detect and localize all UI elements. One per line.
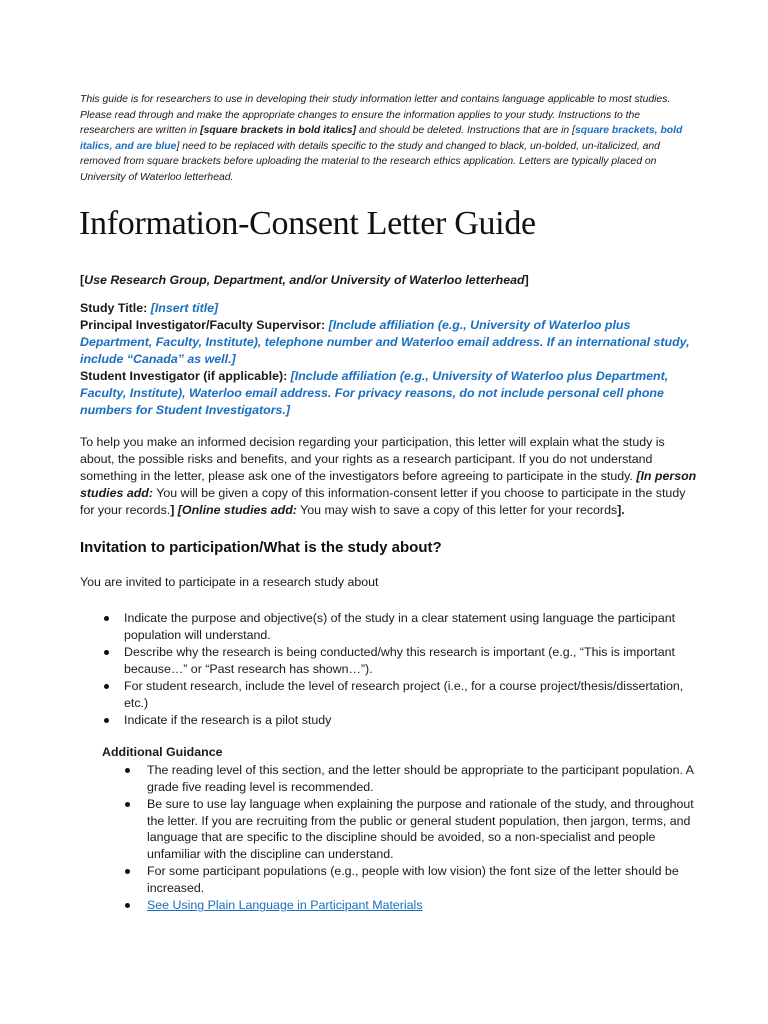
online-label: [Online studies add: (174, 503, 297, 517)
list-item: Indicate the purpose and objective(s) of the study in a clear statement using language the participant population will understand. (124, 610, 704, 643)
si-label: Student Investigator (if applicable) (80, 369, 284, 383)
si-value: [Include affiliation (e.g., University of Waterloo plus Department, Faculty, Institute), Waterloo email address. For privacy reasons, do not include personal cell phone numbers for Student Investigators.] (80, 369, 669, 417)
list-item: For some participant populations (e.g., people with low vision) the font size of the letter should be increased. (147, 863, 702, 896)
bullet-icon (104, 718, 109, 723)
intro-instructions (80, 92, 692, 185)
online-close: ]. (617, 503, 625, 517)
letterhead-text: Use Research Group, Department, and/or University of Waterloo letterhead (84, 273, 525, 287)
pi-line: Principal Investigator/Faculty Supervisor: [Include affiliation (e.g., University of Waterloo plus Department, Faculty, Institute), telephone number and Waterloo email address. If an international study, include “Canada” as well.] (80, 318, 690, 366)
letterhead-close-bracket: ] (524, 273, 529, 287)
list-item: Indicate if the research is a pilot study (124, 712, 704, 729)
bullet-icon (125, 903, 130, 908)
list-item: Describe why the research is being conducted/why this research is important (e.g., “This is important because…” or “Past research has shown…”). (124, 644, 704, 677)
list-item: For student research, include the level of research project (i.e., for a course project/thesis/dissertation, etc.) (124, 678, 704, 711)
invitation-text: You are invited to participate in a research study about (80, 575, 379, 589)
plain-language-link[interactable]: See Using Plain Language in Participant Materials (147, 898, 423, 912)
online-text: You may wish to save a copy of this letter for your records (296, 503, 618, 517)
section-heading: Invitation to participation/What is the study about? (80, 539, 442, 556)
additional-guidance-heading: Additional Guidance (102, 745, 223, 759)
guidance-bullet-list (147, 762, 702, 915)
study-details (80, 300, 700, 419)
pi-label: Principal Investigator/Faculty Supervisor (80, 318, 322, 332)
in-person-label: [In person studies add: (80, 469, 697, 500)
intro-bold-bracket: [square brackets in bold italics] (200, 125, 357, 136)
pi-value: [Include affiliation (e.g., University of Waterloo plus Department, Faculty, Institute), telephone number and Waterloo email address. If an international study, include “Canada” as well.] (80, 318, 690, 366)
bullet-icon (125, 802, 130, 807)
study-bullet-list (124, 610, 704, 730)
study-title-label: Study Title (80, 301, 144, 315)
bullet-icon (104, 684, 109, 689)
in-person-text: You will be given a copy of this information-consent letter if you choose to participate in the study for your records. (80, 486, 686, 517)
bullet-icon (125, 869, 130, 874)
list-item: Be sure to use lay language when explaining the purpose and rationale of the study, and throughout the letter. If you are recruiting from the public or general student population, then jargon, terms, and language that are specific to the discipline should be avoided, so a non-specialist and people unfamiliar with the discipline can understand. (147, 796, 702, 862)
letterhead-open-bracket: [ (80, 273, 85, 287)
document-title: Information-Consent Letter Guide (79, 205, 536, 242)
decision-text: To help you make an informed decision regarding your participation, this letter will explain what the study is about, the possible risks and benefits, and your rights as a research participant. If you do not understand something in the letter, please ask one of the investigators before agreeing to participate in the study. (80, 435, 665, 483)
list-item (147, 897, 702, 914)
intro-part-2: and should be deleted. Instructions that are in [ (356, 125, 575, 136)
bullet-icon (104, 650, 109, 655)
bullet-icon (125, 768, 130, 773)
in-person-close: ] (170, 503, 175, 517)
intro-part-3: ] need to be replaced with details specific to the study and changed to black, un-bolded, un-italicized, and removed from square brackets before uploading the material to the research ethics application. Letters are typically placed on University of Waterloo letterhead. (80, 140, 660, 183)
intro-part-1: This guide is for researchers to use in developing their study information letter and contains language applicable to most studies. Please read through and make the appropriate changes to ensure the information applies to your study. Instructions to the researchers are written in (80, 94, 671, 136)
letterhead-instruction (80, 272, 700, 288)
intro-blue-bracket: square brackets, bold italics, and are blue (80, 125, 683, 152)
study-title-value: [Insert title] (150, 301, 219, 315)
list-item: The reading level of this section, and the letter should be appropriate to the participant population. A grade five reading level is recommended. (147, 762, 702, 795)
student-investigator-line: Student Investigator (if applicable): [Include affiliation (e.g., University of Waterloo plus Department, Faculty, Institute), Waterloo email address. For privacy reasons, do not include personal cell phone numbers for Student Investigators.] (80, 369, 669, 417)
decision-paragraph (80, 434, 700, 519)
bullet-icon (104, 616, 109, 621)
study-title-line: Study Title: [Insert title] (80, 301, 219, 315)
